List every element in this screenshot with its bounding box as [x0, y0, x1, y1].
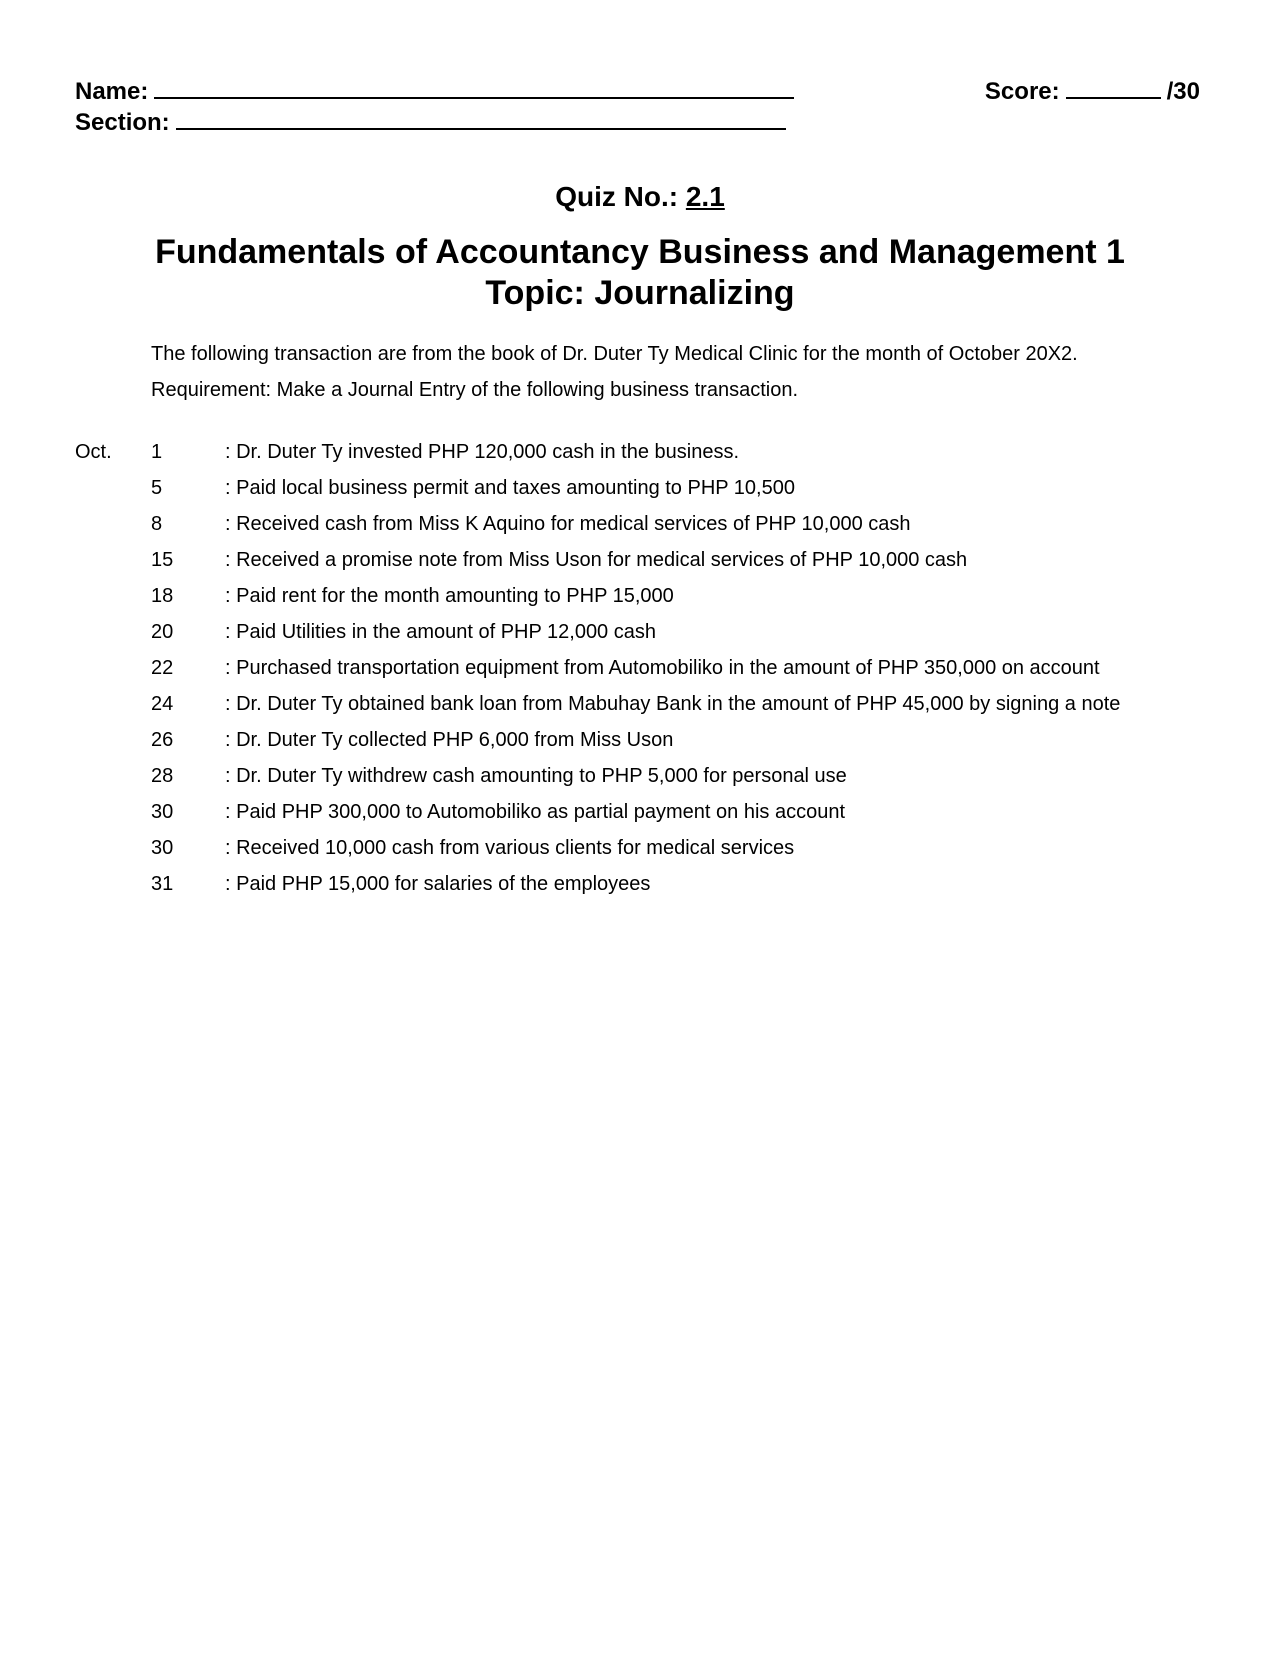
transaction-row: [75, 835, 1255, 871]
name-label: Name:: [75, 78, 149, 105]
transaction-description: : Dr. Duter Ty invested PHP 120,000 cash in the business.: [225, 441, 739, 463]
quiz-label: Quiz No.:: [555, 181, 679, 212]
transaction-description: : Paid Utilities in the amount of PHP 12,000 cash: [225, 621, 656, 643]
transaction-row: [75, 799, 1255, 835]
transaction-description: : Paid PHP 300,000 to Automobiliko as partial payment on his account: [225, 801, 846, 823]
transaction-row: [75, 439, 1255, 475]
transaction-day: 31: [151, 873, 174, 895]
quiz-number: 2.1: [685, 181, 725, 212]
section-blank[interactable]: [176, 106, 786, 130]
transaction-description: : Purchased transportation equipment from Automobiliko in the amount of PHP 350,000 on account: [225, 657, 1100, 679]
transaction-description: : Received cash from Miss K Aquino for medical services of PHP 10,000 cash: [225, 513, 911, 535]
transaction-row: [75, 511, 1255, 547]
score-label: Score:: [984, 78, 1060, 105]
score-field: [985, 75, 1200, 107]
transaction-day: 26: [151, 729, 174, 751]
requirement-statement: Requirement: Make a Journal Entry of the following business transaction.: [151, 379, 799, 401]
transaction-day: 28: [151, 765, 174, 787]
score-total: /30: [1166, 78, 1200, 105]
name-blank[interactable]: [154, 75, 794, 99]
transaction-row: [75, 691, 1255, 727]
transaction-day: 20: [151, 621, 174, 643]
transaction-row: [75, 619, 1255, 655]
transaction-day: 30: [151, 837, 174, 859]
transaction-month: Oct.: [75, 441, 112, 463]
score-blank[interactable]: [1066, 75, 1161, 99]
transaction-row: [75, 727, 1255, 763]
transaction-day: 1: [151, 441, 163, 463]
transaction-day: 15: [151, 549, 174, 571]
section-label: Section:: [75, 109, 170, 136]
transaction-description: : Dr. Duter Ty withdrew cash amounting to PHP 5,000 for personal use: [225, 765, 847, 787]
transaction-day: 22: [151, 657, 174, 679]
transaction-row: [75, 763, 1255, 799]
transaction-description: : Paid local business permit and taxes amounting to PHP 10,500: [225, 477, 795, 499]
transaction-description: : Dr. Duter Ty collected PHP 6,000 from Miss Uson: [225, 729, 674, 751]
transaction-day: 18: [151, 585, 174, 607]
transaction-day: 8: [151, 513, 163, 535]
transaction-day: 5: [151, 477, 163, 499]
transaction-description: : Paid PHP 15,000 for salaries of the employees: [225, 873, 651, 895]
transaction-description: : Received a promise note from Miss Uson for medical services of PHP 10,000 cash: [225, 549, 968, 571]
topic-title: Topic: Journalizing: [485, 274, 795, 312]
transaction-row: [75, 655, 1255, 691]
transaction-list: [75, 439, 1255, 907]
page-title: [0, 232, 1280, 314]
transaction-description: : Dr. Duter Ty obtained bank loan from Mabuhay Bank in the amount of PHP 45,000 by signing a note: [225, 693, 1121, 715]
transaction-row: [75, 583, 1255, 619]
transaction-row: [75, 547, 1255, 583]
subject-title: Fundamentals of Accountancy Business and Management 1: [155, 233, 1125, 271]
transaction-row: [75, 871, 1255, 907]
transaction-day: 30: [151, 801, 174, 823]
intro-statement: The following transaction are from the book of Dr. Duter Ty Medical Clinic for the month of October 20X2.: [151, 343, 1078, 365]
quiz-number-heading: [0, 180, 1280, 214]
transaction-row: [75, 475, 1255, 511]
transaction-description: : Received 10,000 cash from various clients for medical services: [225, 837, 795, 859]
transaction-description: : Paid rent for the month amounting to PHP 15,000: [225, 585, 674, 607]
transaction-day: 24: [151, 693, 174, 715]
name-field: [75, 75, 794, 107]
section-field: [75, 106, 786, 138]
